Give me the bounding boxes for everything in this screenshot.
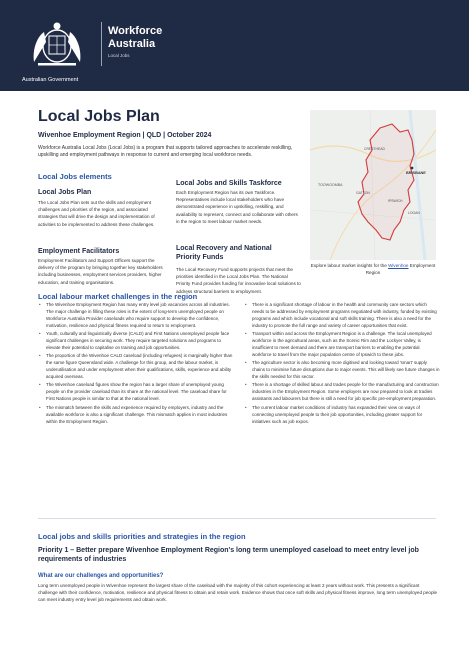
map-caption [310,263,436,276]
government-label: Australian Government [22,77,79,83]
map-marker-brisbane [411,167,414,170]
section-divider [38,518,436,519]
elements-heading: Local Jobs elements [38,172,112,181]
priorities-heading: Local jobs and skills priorities and strategies in the region [38,532,246,541]
brand-line-1: Workforce [108,25,163,37]
challenges-right-list [244,302,440,427]
map-label-logan: LOGAN [408,211,420,215]
list-item: • The Wivenhoe caseload figures show the region has a larger share of unemployed young people on the provider caseload than its share at the national level. The caseload share for First Nations people is similar to that at the national level. [38,382,234,403]
page-subtitle: Wivenhoe Employment Region | QLD | October 2024 [38,132,212,139]
taskforce-heading: Local Jobs and Skills Taskforce [176,180,282,187]
map-label-gatton: GATTON [356,191,370,195]
plan-heading: Local Jobs Plan [38,189,92,196]
challenges-left-list [38,302,234,427]
page-title: Local Jobs Plan [38,108,160,125]
header-divider [101,22,102,66]
map-caption-post: Employment Region [365,263,436,275]
brand-sub-label: Local Jobs [108,53,130,58]
map-label-ipswich: IPSWICH [388,199,403,203]
priority-1-text: Long term unemployed people in Wivenhoe represent the largest share of the caseload with the majority of this cohort experiencing at least 2 years without work. This presents a significant challenge with their confidence, motivation, resilience and physical fitness to obtain and retain work. Evidence shows that once soft skills and physical fitness improve, long term unemployed people can meet industry entry level job requirements and obtain work. [38,583,438,603]
list-item: • There is a significant shortage of labour in the health and community care sectors which needs to be addressed by employment programs negotiated with industry, funded by existing programs and which include vocational and soft skills training. There is also a need for the industry to promote the full range and variety of career opportunities that exist. [244,302,440,330]
map-label-brisbane: BRISBANE [406,171,426,175]
plan-text: The Local Jobs Plan sets out the skills and employment challenges and priorities of the region, and associated strategies that will drive the design and implementation of activities to be implemented to address these challenges. [38,200,155,227]
list-item: • The current labour market conditions of industry has expanded their view on ways of connecting unemployed people to their job opportunities, including greater support for initiatives such as job expos. [244,405,440,426]
region-map[interactable] [310,110,436,260]
recovery-text: The Local Recovery Fund supports projects that meet the priorities identified in the Local Jobs Plan. The National Priority Fund provides funding for innovative local solutions to address structural barriers to employment. [176,267,301,294]
list-item: • Youth, culturally and linguistically diverse (CALD) and First Nations unemployed people face significant challenges in securing work. They require targeted solutions and programs to elevate their potential to capitalise on training and job opportunities. [38,331,234,352]
list-item: • The mismatch between the skills and experience required by employers, industry and the available workforce is also a significant challenge. This mismatch applies in most industries within the Employment Region. [38,405,234,426]
coat-of-arms-icon [24,18,90,70]
map-caption-pre: Explore labour market insights for the [310,263,389,268]
recovery-heading-line-2: Priority Funds [176,254,224,261]
map-label-toowoomba: TOOWOOMBA [318,183,343,187]
list-item: • There is a shortage of skilled labour and trades people for the manufacturing and construction industries in the Employment Region. Some employers are now prepared to look at tradies assistants and labourers but there is still a need for job specific pre-employment preparation. [244,382,440,403]
intro-text: Workforce Australia Local Jobs (Local Jobs) is a program that supports tailored approaches to accelerate reskilling, upskilling and employment pathways in response to current and emerging local workforce needs. [38,145,293,158]
recovery-heading-line-1: Local Recovery and National [176,245,272,252]
taskforce-text: Each Employment Region has its own Taskforce. Representatives include local stakeholders who have demonstrated experience in upskilling, reskilling, and availability to represent, connect and collaborate with others in the region to meet labour market needs. [176,190,298,224]
header-banner [0,0,469,91]
list-item: • The Wivenhoe Employment Region has many entry level job vacancies across all industries. The major challenge in filling these roles is the extent of long-term unemployed people on Workforce Australia Provider caseloads who require support to develop the confidence, motivation, resilience and physical fitness required to return to employment. [38,302,234,330]
list-item: • Transport within and across the Employment Region is a challenge. The local unemployed workforce in the agricultural areas, such as the Scenic Rim and the Lockyer Valley, is insufficient to meet demand and there are transport barriers to enabling the potential workforce to travel from the major population centre of Ipswich to these jobs. [244,331,440,359]
map-caption-link[interactable]: Wivenhoe [388,263,409,268]
list-item: • The proportion of the Wivenhoe CALD caseload (including refugees) is marginally higher than the same figure Queensland wide. A challenge for this group, and the labour market, is underutilisation and under employment when their qualifications, skills, experience and ability acquired overseas. [38,353,234,381]
facilitators-heading: Employment Facilitators [38,248,120,255]
facilitators-text: Employment Facilitators and Support Officers support the delivery of the program by bringing together key stakeholders including businesses, employment services providers, higher education, and training organisations. [38,258,163,285]
challenges-question-heading: What are our challenges and opportunities? [38,573,164,579]
map-label-cresthead: CRESTHEAD [364,147,385,151]
priority-1-heading: Priority 1 – Better prepare Wivenhoe Employment Region's long term unemployed caseload to meet entry level job requirements of industries [38,547,419,563]
challenges-heading: Local labour market challenges in the region [38,292,198,301]
list-item: • The agriculture sector is also becoming more digitised and looking toward 'smart' supply chains to minimise future disruptions due to major events. This will likely see future changes in the skills needed for this sector. [244,360,440,381]
recovery-heading [176,244,272,262]
brand-line-2: Australia [108,38,156,50]
workforce-australia-logo [108,26,162,50]
